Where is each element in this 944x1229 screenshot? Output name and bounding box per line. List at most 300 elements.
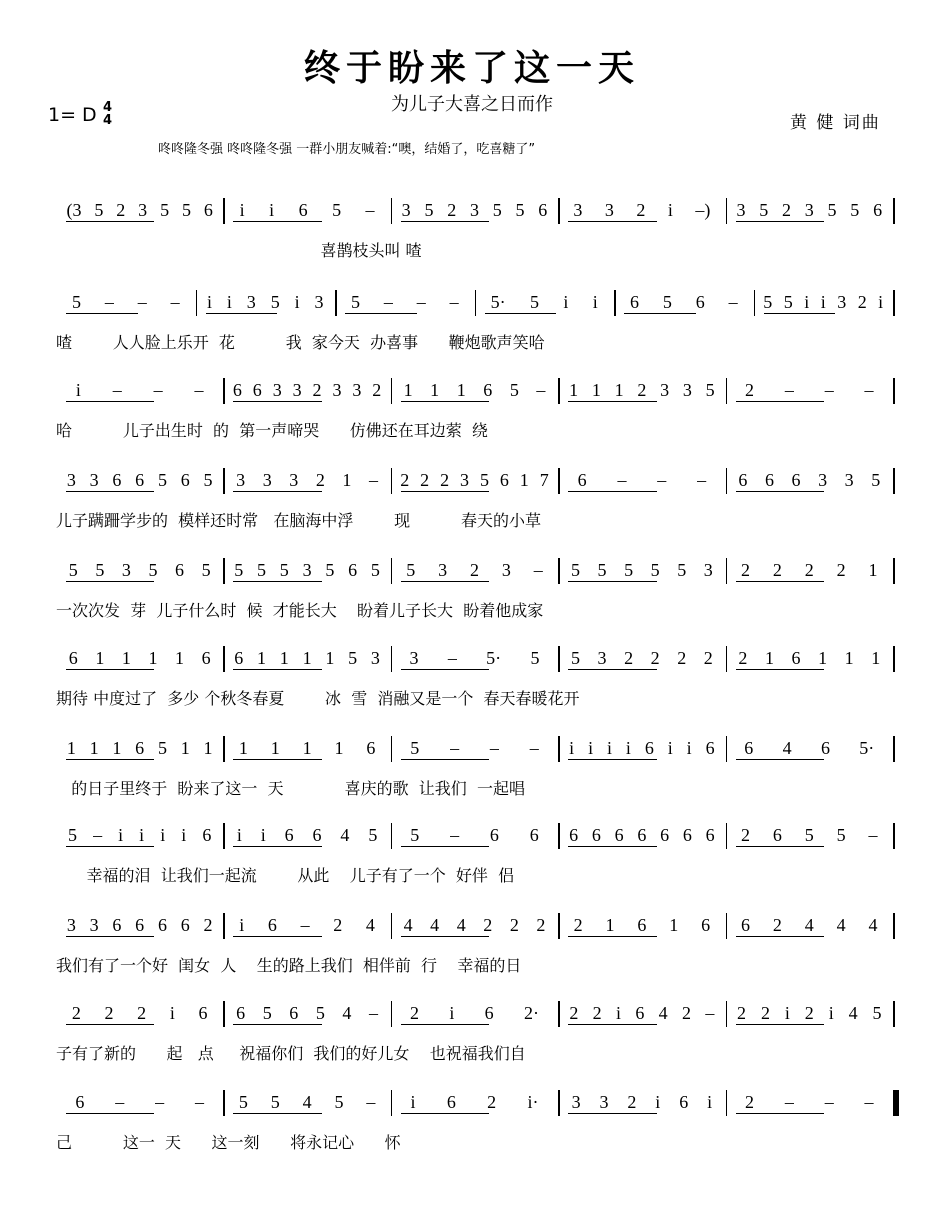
note: – xyxy=(449,291,459,312)
measure xyxy=(395,1082,554,1122)
note: 6 xyxy=(203,199,213,220)
note: 5 xyxy=(68,824,78,845)
note: 5 xyxy=(662,291,672,312)
note: 1 xyxy=(871,647,881,668)
notes-line xyxy=(0,460,944,500)
note: 1 xyxy=(605,914,615,935)
note: 5 xyxy=(350,291,360,312)
intro-text: 咚咚隆冬强 咚咚隆冬强 一群小朋友喊着:“噢，结婚了，吃喜糖了” xyxy=(158,142,536,157)
note: 5 xyxy=(836,824,846,845)
score-row xyxy=(0,1082,944,1170)
note: – xyxy=(447,647,457,668)
note: – xyxy=(416,291,426,312)
note: 2· xyxy=(524,1002,540,1023)
note: i xyxy=(269,199,275,220)
note: i xyxy=(804,291,810,312)
note: i xyxy=(206,291,212,312)
note: – xyxy=(617,469,627,490)
beam-underline xyxy=(568,581,656,582)
note: – xyxy=(824,379,834,400)
note: 2 xyxy=(447,199,457,220)
note: 6 xyxy=(236,1002,246,1023)
bar-line xyxy=(223,1090,225,1116)
note: 3 xyxy=(289,469,299,490)
note: 5 xyxy=(262,1002,272,1023)
note: 2 xyxy=(409,1002,419,1023)
note: 6 xyxy=(112,469,122,490)
notes-line xyxy=(0,190,944,230)
note: 6 xyxy=(499,469,509,490)
note: 5 xyxy=(804,824,814,845)
note: 2 xyxy=(573,914,583,935)
note: i xyxy=(449,1002,455,1023)
note: 1 xyxy=(89,737,99,758)
beam-underline xyxy=(736,1113,824,1114)
beam-underline xyxy=(401,491,489,492)
note: 6 xyxy=(701,914,711,935)
note: 2 xyxy=(627,1091,637,1112)
note: 5 xyxy=(71,291,81,312)
note: 4 xyxy=(430,914,440,935)
note: 1 xyxy=(403,379,413,400)
note: 5 xyxy=(157,737,167,758)
measure xyxy=(227,728,386,768)
note: – xyxy=(450,824,460,845)
lyric-line: 我们有了一个好 闺女 人 生的路上我们 相伴前 行 幸福的日 xyxy=(56,956,522,975)
note: 2 xyxy=(487,1091,497,1112)
measure xyxy=(730,815,889,855)
note: 2 xyxy=(650,647,660,668)
note: 6 xyxy=(298,199,308,220)
note: 2 xyxy=(203,914,213,935)
note: 6 xyxy=(791,647,801,668)
note: 6 xyxy=(348,559,358,580)
measure xyxy=(200,282,332,322)
note: 3 xyxy=(736,199,746,220)
time-signature-top: 4 xyxy=(103,100,113,115)
note: 3 xyxy=(409,647,419,668)
note: 5 xyxy=(406,559,416,580)
notes-line xyxy=(0,993,944,1033)
measure xyxy=(562,190,721,230)
bar-line xyxy=(223,823,225,849)
bar-line xyxy=(391,558,393,584)
note: 2 xyxy=(737,1002,747,1023)
note: 1 xyxy=(342,469,352,490)
note: – xyxy=(864,379,874,400)
note: – xyxy=(365,199,375,220)
lyric-line: 哈 儿子出生时 的 第一声啼哭 仿佛还在耳边萦 绕 xyxy=(56,421,488,440)
note: 5 xyxy=(270,291,280,312)
notes-line xyxy=(0,638,944,678)
note: 6 xyxy=(483,379,493,400)
bar-line xyxy=(614,290,616,316)
measure xyxy=(730,905,889,945)
note: – xyxy=(383,291,393,312)
note: 7 xyxy=(539,469,549,490)
beam-underline xyxy=(401,936,489,937)
note: 5 xyxy=(570,559,580,580)
note: 6 xyxy=(705,824,715,845)
measure xyxy=(562,638,721,678)
note: – xyxy=(104,291,114,312)
note: 5 xyxy=(479,469,489,490)
measure xyxy=(227,993,386,1033)
note: 4 xyxy=(868,914,878,935)
note: 5 xyxy=(348,647,358,668)
note: i xyxy=(686,737,692,758)
note: 3 xyxy=(682,379,692,400)
bar-line xyxy=(726,558,728,584)
measure xyxy=(227,370,386,410)
note: 6 xyxy=(135,469,145,490)
measure xyxy=(730,728,889,768)
note: – xyxy=(784,1091,794,1112)
note: 5 xyxy=(763,291,773,312)
bar-line xyxy=(558,558,560,584)
note: 5 xyxy=(157,469,167,490)
note: 2 xyxy=(116,199,126,220)
note: 6 xyxy=(201,647,211,668)
note: 5 xyxy=(759,199,769,220)
score-row xyxy=(0,815,944,903)
bar-line xyxy=(391,468,393,494)
lyric-line: 子有了新的 起 点 祝福你们 我们的好儿女 也祝福我们自 xyxy=(56,1044,526,1063)
beam-underline xyxy=(401,1024,489,1025)
note: 5 xyxy=(850,199,860,220)
note: 2 xyxy=(315,469,325,490)
bar-line xyxy=(391,1001,393,1027)
composer-credit: 黄 健 词曲 xyxy=(790,113,881,133)
bar-line xyxy=(475,290,477,316)
measure xyxy=(227,815,386,855)
note: 4 xyxy=(342,1002,352,1023)
note: 2 xyxy=(738,647,748,668)
note: 4 xyxy=(365,914,375,935)
note: 6 xyxy=(637,914,647,935)
song-subtitle: 为儿子大喜之日而作 xyxy=(391,94,553,115)
note: – xyxy=(93,824,103,845)
note: i xyxy=(239,914,245,935)
note: i xyxy=(820,291,826,312)
note: 3 xyxy=(302,559,312,580)
beam-underline xyxy=(736,401,824,402)
beam-underline xyxy=(568,221,656,222)
note: 6 xyxy=(772,824,782,845)
notes-line xyxy=(0,728,944,768)
measure xyxy=(60,815,219,855)
note: 6 xyxy=(695,291,705,312)
note: 6 xyxy=(312,824,322,845)
note: 5 xyxy=(370,559,380,580)
note: 3 xyxy=(314,291,324,312)
note: 3 xyxy=(438,559,448,580)
note: 3 xyxy=(89,469,99,490)
note: 3 xyxy=(599,1091,609,1112)
song-title: 终于盼来了这一天 xyxy=(303,47,640,89)
note: – xyxy=(657,469,667,490)
note: – xyxy=(115,1091,125,1112)
note: 1 xyxy=(121,647,131,668)
measure xyxy=(562,1082,721,1122)
note: 2 xyxy=(333,914,343,935)
note: 6 xyxy=(68,647,78,668)
note: 4 xyxy=(836,914,846,935)
bar-line xyxy=(558,1090,560,1116)
bar-line xyxy=(391,378,393,404)
note: 6 xyxy=(705,737,715,758)
note: 5 xyxy=(424,199,434,220)
note: i xyxy=(294,291,300,312)
note: 1 xyxy=(180,737,190,758)
note: 5 xyxy=(203,469,213,490)
note: 4 xyxy=(302,1091,312,1112)
beam-underline xyxy=(736,1024,824,1025)
note: i xyxy=(828,1002,834,1023)
note: 3 xyxy=(272,379,282,400)
beam-underline xyxy=(736,936,824,937)
time-signature xyxy=(103,101,112,127)
beam-underline xyxy=(736,669,824,670)
note: 6 xyxy=(484,1002,494,1023)
note: 3 xyxy=(292,379,302,400)
note: i xyxy=(667,737,673,758)
note: 6 xyxy=(873,199,883,220)
note: 5 xyxy=(871,469,881,490)
beam-underline xyxy=(568,669,656,670)
beam-underline xyxy=(401,759,489,760)
beam-underline xyxy=(401,221,489,222)
note: 5 xyxy=(160,199,170,220)
note: 4 xyxy=(456,914,466,935)
note: i xyxy=(667,199,673,220)
note: 6 xyxy=(744,737,754,758)
note: 6 xyxy=(529,824,539,845)
note: 2 xyxy=(804,559,814,580)
measure xyxy=(227,190,386,230)
note: 2 xyxy=(509,914,519,935)
beam-underline xyxy=(233,401,321,402)
note: 5 xyxy=(530,291,540,312)
note: 5 xyxy=(872,1002,882,1023)
lyric-line: 的日子里终于 盼来了这一 天 喜庆的歌 让我们 一起唱 xyxy=(56,779,525,798)
note: 6 xyxy=(644,737,654,758)
note: 6 xyxy=(112,914,122,935)
note: 5 xyxy=(509,379,519,400)
beam-underline xyxy=(568,491,656,492)
note: – xyxy=(784,379,794,400)
lyric-line: 喜鹊枝头叫 喳 xyxy=(56,241,422,260)
note: 2 xyxy=(569,1002,579,1023)
bar-line xyxy=(558,646,560,672)
measure xyxy=(395,905,554,945)
note: 5 xyxy=(238,1091,248,1112)
note: 2 xyxy=(682,1002,691,1023)
note: 2 xyxy=(592,1002,602,1023)
note: 3 xyxy=(469,199,479,220)
note: 1 xyxy=(257,647,267,668)
note: 3 xyxy=(604,199,614,220)
beam-underline xyxy=(66,1024,154,1025)
note: 1 xyxy=(764,647,774,668)
note: – xyxy=(697,469,707,490)
bar-line xyxy=(558,823,560,849)
beam-underline xyxy=(66,581,154,582)
note: 3 xyxy=(66,469,76,490)
note: 3 xyxy=(236,469,246,490)
note: i xyxy=(592,291,598,312)
note: 6 xyxy=(366,737,376,758)
beam-underline xyxy=(233,759,321,760)
note: 5 xyxy=(325,559,335,580)
note: 2 xyxy=(637,379,647,400)
beam-underline xyxy=(233,1024,321,1025)
note: 5 xyxy=(257,559,267,580)
beam-underline xyxy=(233,221,321,222)
bar-line xyxy=(726,1090,728,1116)
note: 3 xyxy=(571,1091,581,1112)
note: 4 xyxy=(804,914,814,935)
bar-line xyxy=(893,198,895,224)
note: 2 xyxy=(71,1002,81,1023)
bar-line xyxy=(558,198,560,224)
measure xyxy=(60,550,219,590)
note: – xyxy=(533,559,543,580)
beam-underline xyxy=(568,936,656,937)
bar-line xyxy=(223,468,225,494)
note: 6 xyxy=(284,824,294,845)
note: 5 xyxy=(677,559,687,580)
bar-line xyxy=(893,290,895,316)
note: 1 xyxy=(175,647,185,668)
bar-line xyxy=(558,736,560,762)
beam-underline xyxy=(401,401,489,402)
note: 6 xyxy=(614,824,624,845)
note: 3 xyxy=(501,559,511,580)
note: 1 xyxy=(95,647,105,668)
time-signature-bottom: 4 xyxy=(103,113,113,128)
note: 1 xyxy=(334,737,344,758)
beam-underline xyxy=(568,759,656,760)
note: 6 xyxy=(577,469,587,490)
measure xyxy=(395,638,554,678)
note: 3 xyxy=(401,199,411,220)
note: 2 xyxy=(772,914,782,935)
note: – xyxy=(194,379,204,400)
note: 2 xyxy=(760,1002,770,1023)
score-row xyxy=(0,550,944,638)
bar-line xyxy=(726,468,728,494)
note: 2 xyxy=(312,379,322,400)
measure xyxy=(60,905,219,945)
note: 6 xyxy=(446,1091,456,1112)
measure xyxy=(562,728,721,768)
note: 1 xyxy=(844,647,854,668)
beam-underline xyxy=(485,313,557,314)
note: i xyxy=(707,1091,713,1112)
beam-underline xyxy=(66,401,154,402)
note: 1 xyxy=(302,647,312,668)
note: 5 xyxy=(783,291,793,312)
lyric-line: 一次次发 芽 儿子什么时 候 才能长大 盼着儿子长大 盼着他成家 xyxy=(56,601,544,620)
measure xyxy=(758,282,890,322)
note: – xyxy=(489,737,499,758)
note: 5 xyxy=(68,559,78,580)
note: i xyxy=(239,199,245,220)
lyric-line: 喳 人人脸上乐开 花 我 家今天 办喜事 鞭炮歌声笑哈 xyxy=(56,333,545,352)
bar-line xyxy=(893,1001,895,1027)
note: 3 xyxy=(837,291,847,312)
note: – xyxy=(170,291,180,312)
note: 5 xyxy=(95,559,105,580)
note: 2 xyxy=(745,379,755,400)
note: 1 xyxy=(868,559,878,580)
bar-line xyxy=(223,1001,225,1027)
note: – xyxy=(824,1091,834,1112)
note: 5 xyxy=(270,1091,280,1112)
bar-line xyxy=(391,823,393,849)
notes-line xyxy=(0,905,944,945)
note: – xyxy=(368,1002,378,1023)
final-bar-line xyxy=(895,1090,899,1116)
measure xyxy=(227,1082,386,1122)
note: 5 xyxy=(201,559,211,580)
note: 5 xyxy=(279,559,289,580)
note: 5 xyxy=(530,647,540,668)
note: 3 xyxy=(844,469,854,490)
note: 5 xyxy=(827,199,837,220)
measure xyxy=(730,550,889,590)
note: 5 xyxy=(332,199,342,220)
measure xyxy=(730,460,889,500)
note: 1 xyxy=(430,379,440,400)
bar-line xyxy=(893,736,895,762)
note: 6 xyxy=(180,469,190,490)
note: 5· xyxy=(859,737,875,758)
beam-underline xyxy=(401,1113,489,1114)
score-row xyxy=(0,728,944,816)
bar-line xyxy=(726,646,728,672)
note: 6 xyxy=(791,469,801,490)
measure xyxy=(227,550,386,590)
bar-line xyxy=(726,378,728,404)
note: i xyxy=(118,824,124,845)
note: – xyxy=(300,914,310,935)
bar-line xyxy=(391,913,393,939)
note: 2 xyxy=(536,914,546,935)
note: i xyxy=(569,737,575,758)
measure xyxy=(339,282,471,322)
note: i xyxy=(181,824,187,845)
note: 6 xyxy=(569,824,579,845)
note: 5 xyxy=(650,559,660,580)
note: 6 xyxy=(267,914,277,935)
lyric-line: 己 这一 天 这一刻 将永记心 怀 xyxy=(56,1133,401,1152)
note: 2 xyxy=(741,559,751,580)
beam-underline xyxy=(233,936,321,937)
note: i xyxy=(606,737,612,758)
note: 2 xyxy=(703,647,713,668)
note: – xyxy=(868,824,878,845)
notes-line xyxy=(0,815,944,855)
bar-line xyxy=(726,736,728,762)
beam-underline xyxy=(401,846,489,847)
measure xyxy=(562,905,721,945)
note: 1 xyxy=(456,379,466,400)
note: 6 xyxy=(682,824,692,845)
note: 1 xyxy=(302,737,312,758)
note: 6 xyxy=(232,379,242,400)
